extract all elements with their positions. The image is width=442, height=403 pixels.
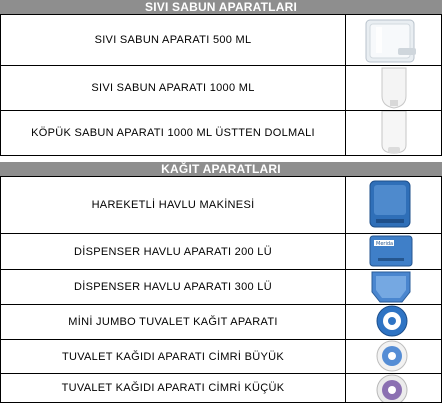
product-name: KÖPÜK SABUN APARATI 1000 ML ÜSTTEN DOLMALI: [31, 127, 315, 139]
product-name: SIVI SABUN APARATI 1000 ML: [91, 82, 255, 94]
product-photo-blue-towel-dispenser: [346, 234, 441, 269]
product-photo-blue-towel-dispenser-large: [346, 270, 441, 304]
section-header-paper: KAĞIT APARATLARI: [0, 162, 442, 176]
product-row: [0, 14, 442, 66]
product-photo-blue-towel-machine: [346, 177, 441, 233]
product-name: MİNİ JUMBO TUVALET KAĞIT APARATI: [68, 316, 278, 328]
product-row: [0, 111, 442, 156]
product-name: SIVI SABUN APARATI 500 ML: [94, 34, 252, 46]
svg-text:Merida: Merida: [376, 241, 394, 247]
product-name: TUVALET KAĞIDI APARATI CİMRİ KÜÇÜK: [61, 382, 285, 394]
product-photo-purple-roll-holder: [346, 374, 441, 402]
product-name: DİSPENSER HAVLU APARATI 200 LÜ: [74, 245, 272, 258]
section-header-soap: SIVI SABUN APARATLARI: [0, 0, 442, 14]
product-row: [0, 66, 442, 111]
product-name: DİSPENSER HAVLU APARATI 300 LÜ: [74, 281, 272, 293]
product-row: [0, 234, 442, 270]
product-row: [0, 176, 442, 234]
product-row: [0, 270, 442, 305]
product-photo-clear-soap-dispenser: [346, 15, 441, 65]
product-photo-blue-jumbo-roll-holder: [346, 305, 441, 339]
product-photo-white-blue-roll-holder: [346, 340, 441, 373]
product-row: [0, 305, 442, 340]
product-name: HAREKETLİ HAVLU MAKİNESİ: [91, 199, 255, 211]
product-photo-white-soap-dispenser: [346, 66, 441, 110]
product-name: TUVALET KAĞIDI APARATI CİMRİ BÜYÜK: [61, 350, 285, 363]
product-row: [0, 340, 442, 374]
product-row: [0, 374, 442, 403]
product-photo-foam-soap-dispenser: [346, 111, 441, 155]
